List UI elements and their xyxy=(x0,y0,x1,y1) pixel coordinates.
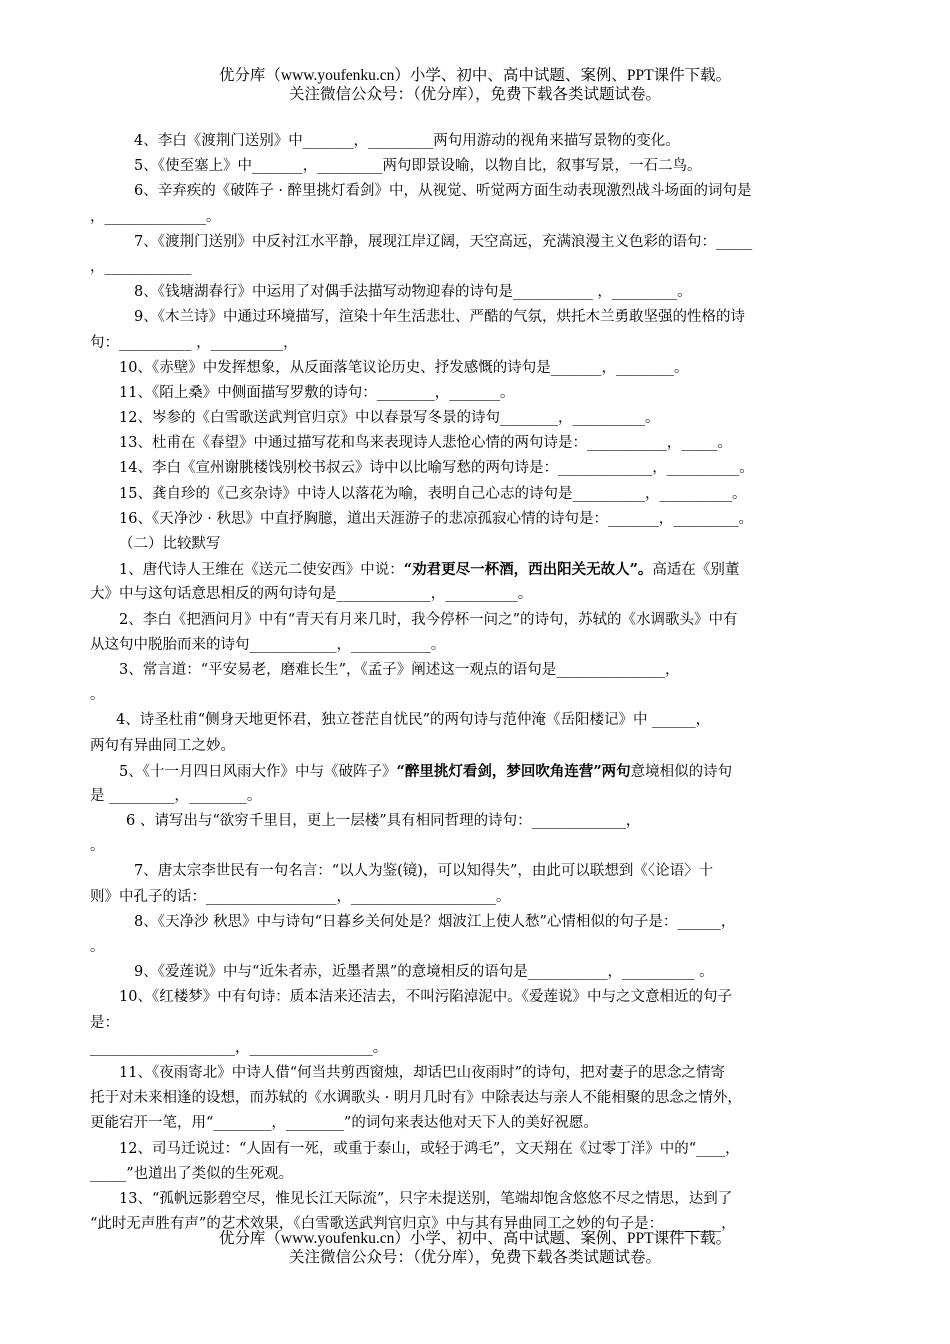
compare-6: 6 、请写出与“欲穷千里目，更上一层楼”具有相同哲理的诗句：_____________， xyxy=(126,813,641,830)
question-9-cont: 句：__________ ，__________， xyxy=(90,334,298,351)
compare-1-text-a: 1、唐代诗人王维在《送元二使安西》中说： xyxy=(119,562,404,579)
compare-10-cont: 是： xyxy=(90,1014,119,1031)
compare-11-cont-2: 更能宕开一笔，用“________，________”的词句来表达他对天下人的美好祝愿。 xyxy=(90,1115,598,1132)
compare-3: 3、常言道：“平安易老，磨难长生”，《孟子》阐述这一观点的语句是_______________， xyxy=(119,661,680,678)
compare-6-cont: 。 xyxy=(90,838,105,855)
compare-11-cont-1: 托于对未来相逢的设想，而苏轼的《水调歌头 · 明月几时有》中除表达与亲人不能相聚的思念之情外， xyxy=(90,1090,742,1107)
compare-10: 10、《红楼梦》中有句诗：质本洁来还洁去，不叫污陷淖泥中。《爱莲说》中与之文意相近的句子 xyxy=(119,989,732,1006)
question-8: 8、《钱塘湖春行》中运用了对偶手法描写动物迎春的诗句是___________ ，_________。 xyxy=(134,284,692,301)
section-title: （二）比较默写 xyxy=(119,536,221,552)
header-line-1: 优分库（www.youfenku.cn）小学、初中、高中试题、案例、PPT课件下载。 xyxy=(218,67,732,84)
compare-4-cont: 两句有异曲同工之妙。 xyxy=(90,737,235,754)
compare-8: 8、《天净沙 秋思》中与诗句“日暮乡关何处是？烟波江上使人愁”心情相似的句子是：______， xyxy=(134,913,736,930)
compare-3-cont: 。 xyxy=(90,687,105,704)
header-line-2: 关注微信公众号：（优分库），免费下载各类试题试卷。 xyxy=(288,86,661,103)
question-7-cont: ，____________ xyxy=(90,258,192,275)
compare-7: 7、唐太宗李世民有一句名言：“以人为鉴(镜)，可以知得失”，由此可以联想到《〈论语〉十 xyxy=(134,863,714,880)
compare-1 xyxy=(90,557,858,582)
question-16: 16、《天净沙 · 秋思》中直抒胸臆，道出天涯游子的悲凉孤寂心情的诗句是：_______，_________。 xyxy=(119,510,754,527)
question-11: 11、《陌上桑》中侧面描写罗敷的诗句：________，_______。 xyxy=(119,384,515,401)
compare-5-text-a: 5、《十一月四日风雨大作》中与《破阵子》 xyxy=(119,763,397,780)
question-9: 9、《木兰诗》中通过环境描写，渲染十年生活悲壮、严酷的气氛，烘托木兰勇敢坚强的性格的诗 xyxy=(134,309,745,326)
compare-13-cont: “此时无声胜有声”的艺术效果，《白雪歌送武判官归京》中与其有异曲同工之妙的句子是：________， xyxy=(90,1216,736,1233)
compare-2-cont: 从这句中脱胎而来的诗句____________，___________。 xyxy=(90,636,446,653)
footer-line-2: 关注微信公众号：（优分库），免费下载各类试题试卷。 xyxy=(288,1249,661,1266)
compare-5-text-c: 意境相似的诗句 xyxy=(630,763,733,780)
question-13: 13、杜甫在《春望》中通过描写花和鸟来表现诗人悲怆心情的两句诗是：___________，_____。 xyxy=(119,435,732,452)
compare-1-text-c: 高适在《别董 xyxy=(652,562,740,579)
question-5: 5、《使至塞上》中_______，_________两句即景设喻，以物自比，叙事写景，一石二鸟。 xyxy=(134,158,702,175)
compare-11: 11、《夜雨寄北》中诗人借“何当共剪西窗烛，却话巴山夜雨时”的诗句，把对妻子的思念之情寄 xyxy=(119,1064,726,1081)
compare-5 xyxy=(90,759,858,784)
compare-5-quote: “醉里挑灯看剑，梦回吹角连营”两句 xyxy=(396,762,631,780)
question-4: 4、李白《渡荆门送别》中_______，_________两句用游动的视角来描写景物的变化。 xyxy=(134,133,680,149)
compare-10-blanks: ____________________，_________________。 xyxy=(90,1039,388,1056)
document-body xyxy=(90,129,858,1237)
question-7: 7、《渡荆门送别》中反衬江水平静，展现江岸辽阔，天空高远，充满浪漫主义色彩的语句：_____ xyxy=(134,233,753,250)
compare-4: 4、诗圣杜甫“侧身天地更怀君，独立苍茫自忧民”的两句诗与范仲淹《岳阳楼记》中 ______， xyxy=(116,712,711,729)
compare-9: 9、《爱莲说》中与“近朱者赤，近墨者黑”的意境相反的语句是___________，__________ 。 xyxy=(134,964,714,981)
compare-1-quote: “劝君更尽一杯酒，西出阳关无故人”。 xyxy=(403,561,653,579)
compare-5-cont: 是 _________，________。 xyxy=(90,787,262,804)
question-12: 12、岑参的《白雪歌送武判官归京》中以春景写冬景的诗句________，__________。 xyxy=(119,410,660,427)
compare-13: 13、“孤帆远影碧空尽，惟见长江天际流”，只字未提送别，笔端却饱含悠悠不尽之情思，达到了 xyxy=(119,1190,733,1207)
page-header xyxy=(0,66,950,104)
compare-12-cont: _____”也道出了类似的生死观。 xyxy=(90,1165,294,1182)
question-10: 10、《赤壁》中发挥想象，从反面落笔议论历史、抒发感慨的诗句是_______，________。 xyxy=(119,359,689,376)
footer-line-1: 优分库（www.youfenku.cn）小学、初中、高中试题、案例、PPT课件下载。 xyxy=(218,1230,732,1247)
question-15: 15、龚自珍的《己亥杂诗》中诗人以落花为喻，表明自己心志的诗句是__________，__________。 xyxy=(119,485,747,502)
compare-1-cont: 大》中与这句话意思相反的两句诗句是_____________，__________。 xyxy=(90,586,533,603)
compare-7-cont: 则》中孔子的话：__________________，____________________。 xyxy=(90,888,511,905)
question-6-cont: ，______________。 xyxy=(90,208,221,225)
question-14: 14、李白《宣州谢朓楼饯别校书叔云》诗中以比喻写愁的两句诗是：_____________，__________。 xyxy=(119,460,754,477)
compare-8-cont: 。 xyxy=(90,939,105,955)
compare-12: 12、司马迁说过：“人固有一死，或重于泰山，或轻于鸿毛”，文天翔在《过零丁洋》中的“____， xyxy=(119,1140,740,1157)
compare-2: 2、李白《把酒问月》中有“青天有月来几时，我今停杯一问之”的诗句，苏轼的《水调歌头》中有 xyxy=(119,611,738,628)
question-6: 6、辛弃疾的《破阵子 · 醉里挑灯看剑》中，从视觉、听觉两方面生动表现激烈战斗场面的词句是 xyxy=(134,183,752,200)
page-footer xyxy=(0,1229,950,1267)
